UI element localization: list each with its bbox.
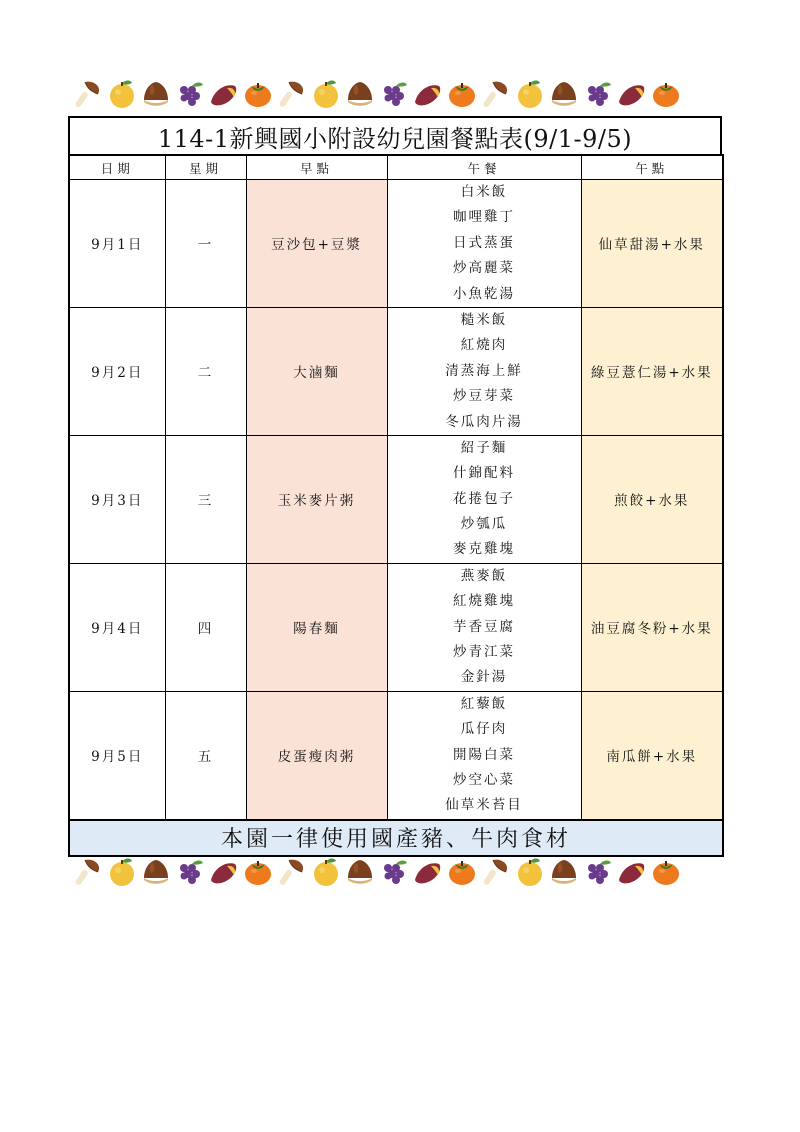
weekday-cell: 五 bbox=[165, 691, 246, 819]
persimmon-icon bbox=[242, 78, 274, 110]
mushroom-icon bbox=[480, 856, 512, 888]
lunch-dish: 芋香豆腐 bbox=[453, 618, 515, 635]
lunch-dish: 什錦配料 bbox=[453, 465, 515, 482]
breakfast-cell: 皮蛋瘦肉粥 bbox=[246, 691, 387, 819]
sweet-potato-icon bbox=[208, 78, 240, 110]
day-row bbox=[69, 307, 723, 435]
lunch-dish: 紅燒雞塊 bbox=[453, 593, 515, 610]
sweet-potato-icon bbox=[412, 78, 444, 110]
lunch-dish: 小魚乾湯 bbox=[453, 285, 515, 302]
sweet-potato-icon bbox=[412, 856, 444, 888]
lunch-dish: 日式蒸蛋 bbox=[453, 234, 515, 251]
lunch-cell bbox=[387, 307, 581, 435]
lunch-dish: 金針湯 bbox=[460, 669, 508, 686]
header-row bbox=[69, 155, 723, 180]
lunch-dish: 紹子麵 bbox=[460, 439, 508, 456]
menu-body bbox=[69, 180, 723, 820]
grapes-icon bbox=[378, 856, 410, 888]
mushroom-icon bbox=[276, 78, 308, 110]
chestnut-icon bbox=[140, 856, 172, 888]
weekday-cell: 二 bbox=[165, 307, 246, 435]
day-row bbox=[69, 691, 723, 819]
date-cell: 9月5日 bbox=[69, 691, 165, 819]
lunch-dish: 炒高麗菜 bbox=[453, 260, 515, 277]
citrus-icon bbox=[310, 856, 342, 888]
grapes-icon bbox=[378, 78, 410, 110]
sweet-potato-icon bbox=[616, 78, 648, 110]
chestnut-icon bbox=[344, 78, 376, 110]
lunch-dish: 麥克雞塊 bbox=[453, 541, 515, 558]
date-cell: 9月2日 bbox=[69, 307, 165, 435]
breakfast-cell: 陽春麵 bbox=[246, 563, 387, 691]
chestnut-icon bbox=[548, 856, 580, 888]
mushroom-icon bbox=[72, 78, 104, 110]
day-row bbox=[69, 180, 723, 308]
grapes-icon bbox=[174, 856, 206, 888]
citrus-icon bbox=[310, 78, 342, 110]
snack-cell: 仙草甜湯+水果 bbox=[581, 180, 723, 308]
lunch-cell bbox=[387, 435, 581, 563]
citrus-icon bbox=[514, 78, 546, 110]
top-fruit-border bbox=[72, 76, 712, 112]
lunch-dish: 炒豆芽菜 bbox=[453, 388, 515, 405]
lunch-dish: 炒空心菜 bbox=[453, 771, 515, 788]
col-header-weekday: 星期 bbox=[165, 155, 246, 180]
breakfast-cell: 豆沙包+豆漿 bbox=[246, 180, 387, 308]
menu-table bbox=[68, 154, 724, 857]
lunch-dish: 瓜仔肉 bbox=[460, 721, 508, 738]
lunch-cell bbox=[387, 691, 581, 819]
lunch-dish: 清蒸海上鮮 bbox=[445, 362, 523, 379]
snack-cell: 油豆腐冬粉+水果 bbox=[581, 563, 723, 691]
lunch-dish: 冬瓜肉片湯 bbox=[445, 413, 523, 430]
lunch-dish: 炒青江菜 bbox=[453, 644, 515, 661]
mushroom-icon bbox=[276, 856, 308, 888]
bottom-fruit-border bbox=[72, 854, 712, 890]
lunch-dish: 糙米飯 bbox=[460, 311, 508, 328]
col-header-lunch: 午餐 bbox=[387, 155, 581, 180]
chestnut-icon bbox=[140, 78, 172, 110]
lunch-dish: 花捲包子 bbox=[453, 490, 515, 507]
page-title: 114-1新興國小附設幼兒園餐點表(9/1-9/5) bbox=[68, 116, 722, 154]
chestnut-icon bbox=[344, 856, 376, 888]
lunch-cell bbox=[387, 180, 581, 308]
day-row bbox=[69, 563, 723, 691]
menu-table-container bbox=[68, 116, 722, 857]
snack-cell: 綠豆薏仁湯+水果 bbox=[581, 307, 723, 435]
mushroom-icon bbox=[72, 856, 104, 888]
breakfast-cell: 大滷麵 bbox=[246, 307, 387, 435]
lunch-dish: 開陽白菜 bbox=[453, 746, 515, 763]
mushroom-icon bbox=[480, 78, 512, 110]
sweet-potato-icon bbox=[616, 856, 648, 888]
lunch-dish: 紅燒肉 bbox=[460, 337, 508, 354]
lunch-dish: 咖哩雞丁 bbox=[453, 209, 515, 226]
lunch-dish: 仙草米苔目 bbox=[445, 797, 523, 814]
lunch-dish: 紅藜飯 bbox=[460, 695, 508, 712]
day-row bbox=[69, 435, 723, 563]
col-header-breakfast: 早點 bbox=[246, 155, 387, 180]
breakfast-cell: 玉米麥片粥 bbox=[246, 435, 387, 563]
grapes-icon bbox=[174, 78, 206, 110]
grapes-icon bbox=[582, 856, 614, 888]
weekday-cell: 四 bbox=[165, 563, 246, 691]
grapes-icon bbox=[582, 78, 614, 110]
snack-cell: 煎餃+水果 bbox=[581, 435, 723, 563]
persimmon-icon bbox=[242, 856, 274, 888]
sweet-potato-icon bbox=[208, 856, 240, 888]
col-header-snack: 午點 bbox=[581, 155, 723, 180]
persimmon-icon bbox=[650, 78, 682, 110]
chestnut-icon bbox=[548, 78, 580, 110]
date-cell: 9月3日 bbox=[69, 435, 165, 563]
citrus-icon bbox=[106, 78, 138, 110]
weekday-cell: 一 bbox=[165, 180, 246, 308]
date-cell: 9月4日 bbox=[69, 563, 165, 691]
footer-note: 本園一律使用國產豬、牛肉食材 bbox=[69, 820, 723, 856]
lunch-dish: 白米飯 bbox=[460, 184, 508, 200]
date-cell: 9月1日 bbox=[69, 180, 165, 308]
persimmon-icon bbox=[446, 856, 478, 888]
col-header-date: 日期 bbox=[69, 155, 165, 180]
lunch-dish: 炒瓠瓜 bbox=[460, 516, 508, 533]
lunch-cell bbox=[387, 563, 581, 691]
snack-cell: 南瓜餅+水果 bbox=[581, 691, 723, 819]
weekday-cell: 三 bbox=[165, 435, 246, 563]
lunch-dish: 燕麥飯 bbox=[460, 567, 508, 584]
persimmon-icon bbox=[446, 78, 478, 110]
citrus-icon bbox=[106, 856, 138, 888]
persimmon-icon bbox=[650, 856, 682, 888]
citrus-icon bbox=[514, 856, 546, 888]
